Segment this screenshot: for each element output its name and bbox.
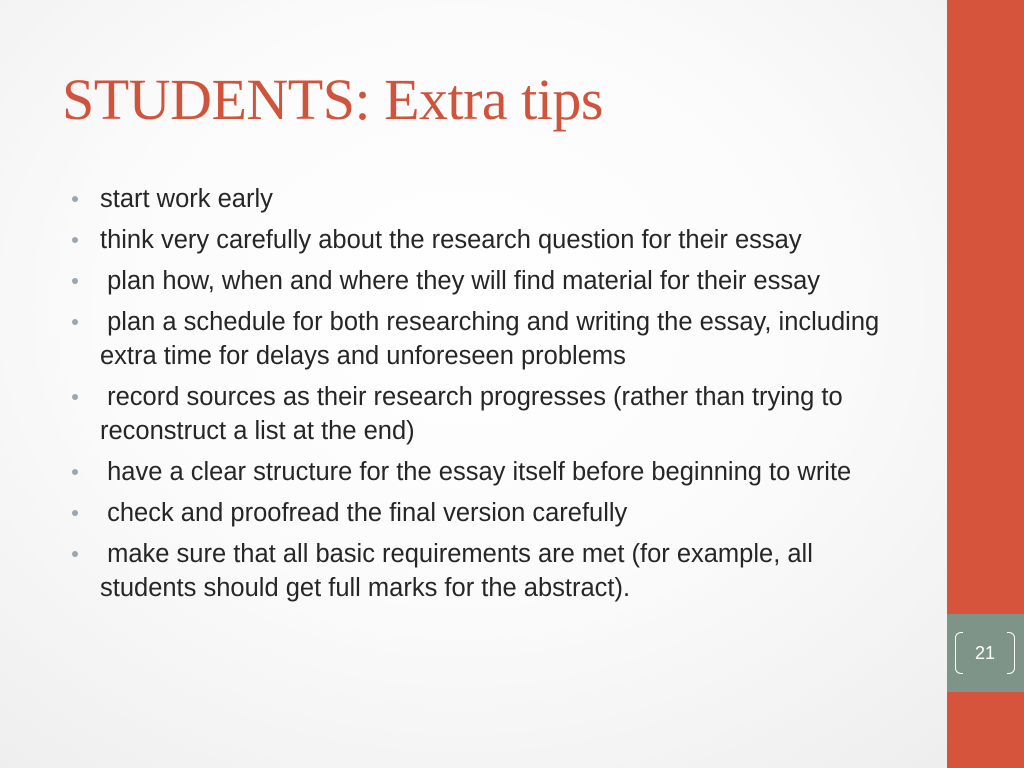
bullet-dot-icon bbox=[72, 394, 78, 400]
bullet-item bbox=[72, 496, 902, 530]
bullet-item bbox=[72, 223, 902, 257]
bullet-text: plan how, when and where they will find material for their essay bbox=[100, 267, 821, 295]
page-number-frame bbox=[955, 632, 1015, 674]
bullet-text: think very carefully about the research question for their essay bbox=[100, 226, 802, 254]
bullet-list bbox=[72, 182, 902, 612]
bullet-item bbox=[72, 182, 902, 216]
bullet-text: have a clear structure for the essay itself before beginning to write bbox=[100, 458, 852, 486]
bullet-dot-icon bbox=[72, 196, 78, 202]
page-number-box bbox=[947, 614, 1024, 692]
bullet-dot-icon bbox=[72, 510, 78, 516]
bullet-item bbox=[72, 264, 902, 298]
bullet-item bbox=[72, 537, 902, 605]
bullet-text: start work early bbox=[100, 185, 273, 213]
bullet-dot-icon bbox=[72, 469, 78, 475]
bullet-dot-icon bbox=[72, 278, 78, 284]
bullet-dot-icon bbox=[72, 237, 78, 243]
bullet-dot-icon bbox=[72, 319, 78, 325]
bullet-item bbox=[72, 455, 902, 489]
bullet-text: check and proofread the final version carefully bbox=[100, 499, 628, 527]
slide-title: STUDENTS: Extra tips bbox=[62, 67, 603, 132]
bullet-text: plan a schedule for both researching and writing the essay, including extra time for delays and unforeseen problems bbox=[100, 308, 887, 370]
bullet-item bbox=[72, 380, 902, 448]
page-number: 21 bbox=[974, 643, 996, 663]
bullet-item bbox=[72, 305, 902, 373]
bullet-dot-icon bbox=[72, 551, 78, 557]
bullet-text: record sources as their research progresses (rather than trying to reconstruct a list at the end) bbox=[100, 383, 850, 445]
bullet-text: make sure that all basic requirements are met (for example, all students should get full marks for the abstract). bbox=[100, 540, 820, 602]
